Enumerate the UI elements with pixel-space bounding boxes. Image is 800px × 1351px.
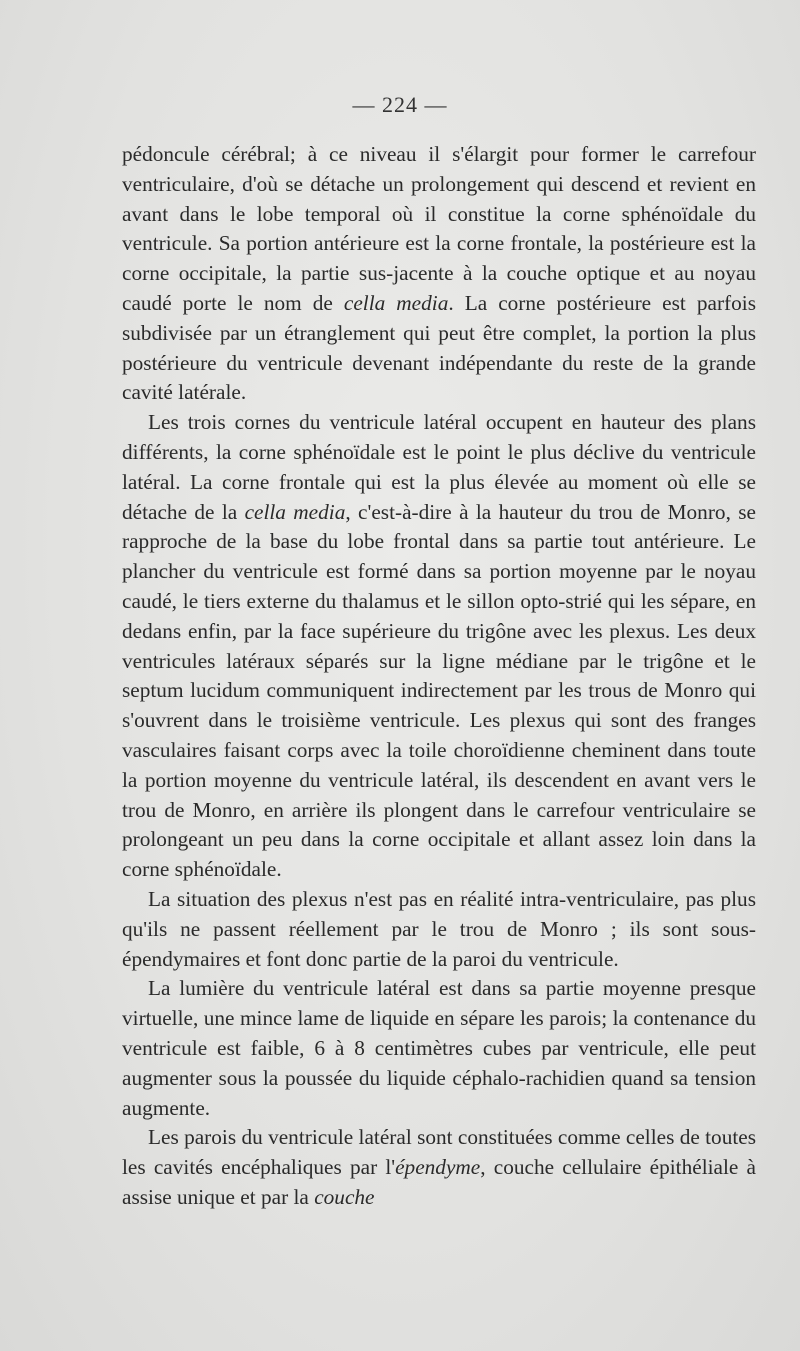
- page-number: — 224 —: [352, 92, 448, 117]
- paragraph: [122, 974, 756, 1123]
- paragraph: [122, 1123, 756, 1212]
- paragraph: [122, 140, 756, 408]
- text-run: , couche cellulaire épithéliale à assise unique et par la: [122, 1155, 756, 1209]
- text-run: , c'est-à-dire à la hauteur du trou de Monro, se rapproche de la base du lobe frontal dans sa partie tout antérieure. Le plancher du ventricule est formé dans sa portion moyenne par le noyau caudé, le tiers externe du thalamus et le sillon opto-strié qui les sépare, en dedans enfin, par la face supérieure du trigône avec les plexus. Les deux ventricules latéraux séparés sur la ligne médiane par le trigône et le septum lucidum communiquent indirectement par les trous de Monro qui s'ouvrent dans le troisième ventricule. Les plexus qui sont des franges vasculaires faisant corps avec la toile choroïdienne cheminent dans toute la portion moyenne du ventricule latéral, ils descendent en avant vers le trou de Monro, en arrière ils plongent dans le carrefour ventriculaire se prolongeant un peu dans la corne occipitale et allant assez loin dans la corne sphénoïdale.: [122, 499, 756, 882]
- paragraph: [122, 408, 756, 885]
- italic-run: cella media: [244, 499, 346, 524]
- text-run: La situation des plexus n'est pas en réalité intra-ventriculaire, pas plus qu'ils ne passent réellement par le trou de Monro ; ils sont sous-épendymaires et font donc partie de la paroi du ventricule.: [122, 886, 756, 971]
- body-text: [122, 140, 756, 1213]
- paragraph: [122, 885, 756, 974]
- italic-run: cella media: [343, 290, 449, 315]
- text-run: . La corne postérieure est parfois subdivisée par un étranglement qui peut être complet, la portion la plus postérieure du ventricule devenant indépendante du reste de la grande cavité latérale.: [122, 290, 756, 405]
- text-run: pédoncule cérébral; à ce niveau il s'élargit pour former le carrefour ventriculaire, d'où se détache un prolongement qui descend et revient en avant dans le lobe temporal où il constitue la corne sphénoïdale du ventricule. Sa portion antérieure est la corne frontale, la postérieure est la corne occipitale, la partie sus-jacente à la couche optique et au noyau caudé porte le nom de: [122, 142, 756, 315]
- text-run: Les parois du ventricule latéral sont constituées comme celles de toutes les cavités encéphaliques par l': [122, 1125, 756, 1180]
- text-run: La lumière du ventricule latéral est dans sa partie moyenne presque virtuelle, une mince lame de liquide en sépare les parois; la contenance du ventricule est faible, 6 à 8 centimètres cubes par ventricule, elle peut augmenter sous la poussée du liquide céphalo-rachidien quand sa tension augmente.: [122, 976, 756, 1120]
- text-run: Les trois cornes du ventricule latéral occupent en hauteur des plans différents, la corne sphénoïdale est le point le plus déclive du ventricule latéral. La corne frontale qui est la plus élevée au moment où elle se détache de la: [122, 410, 756, 524]
- italic-run: épendyme: [395, 1155, 481, 1180]
- italic-run: couche: [314, 1184, 375, 1209]
